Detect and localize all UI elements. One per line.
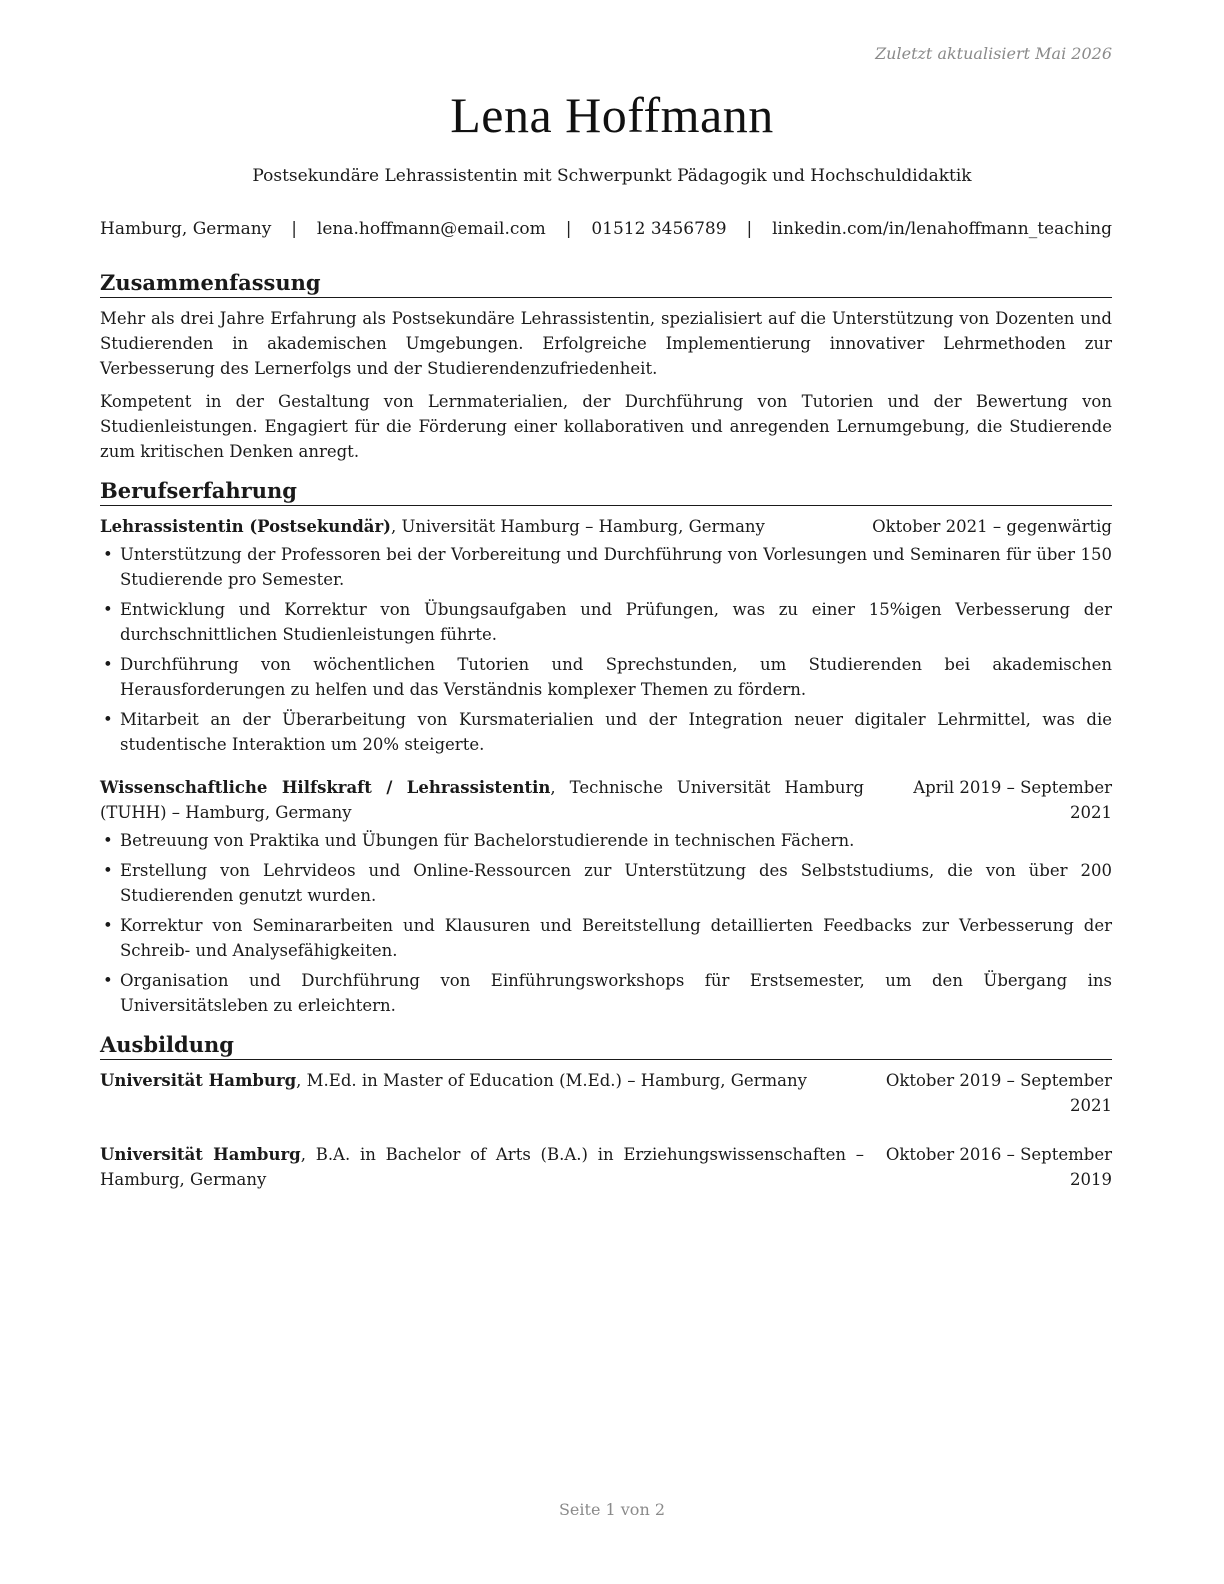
contact-separator: | — [565, 219, 572, 239]
job-header — [100, 775, 1112, 825]
list-item: • Durchführung von wöchentlichen Tutorien und Sprechstunden, um Studierenden bei akademischen Herausforderungen zu helfen und das Verständnis komplexer Themen zu fördern. — [100, 652, 1112, 702]
education-entry — [100, 1068, 1112, 1118]
job-role: Lehrassistentin (Postsekundär) — [100, 517, 391, 536]
education-title-line — [100, 1068, 872, 1118]
job-entry — [100, 775, 1112, 1018]
candidate-headline: Postsekundäre Lehrassistentin mit Schwerpunkt Pädagogik und Hochschuldidaktik — [252, 166, 972, 186]
education-school: Universität Hamburg — [100, 1145, 301, 1164]
contact-email[interactable]: lena.hoffmann@email.com — [316, 219, 546, 239]
education-degree: , B.A. in Bachelor of Arts (B.A.) in Erziehungswissenschaften – Hamburg, Germany — [100, 1145, 864, 1189]
job-dates: April 2019 – September 2021 — [913, 778, 1112, 822]
job-organization: , Technische Universität Hamburg (TUHH) – Hamburg, Germany — [100, 778, 864, 822]
list-item: • Unterstützung der Professoren bei der Vorbereitung und Durchführung von Vorlesungen und Seminaren für über 150 Studierende pro Semester. — [100, 542, 1112, 592]
job-organization: , Universität Hamburg – Hamburg, Germany — [391, 517, 765, 536]
summary-paragraph: Kompetent in der Gestaltung von Lernmaterialien, der Durchführung von Tutorien und der Bewertung von Studienleistungen. Engagiert für die Förderung einer kollaborativen und anregenden Lernumgebung, die Studierende zum kritischen Denken anregt. — [100, 392, 1112, 461]
section-heading: Berufserfahrung — [100, 478, 1112, 506]
contact-separator: | — [291, 219, 297, 239]
list-item: • Betreuung von Praktika und Übungen für Bachelorstudierende in technischen Fächern. — [100, 828, 1112, 853]
page-number: Seite 1 von 2 — [558, 1500, 666, 1519]
list-item: • Erstellung von Lehrvideos und Online-Ressourcen zur Unterstützung des Selbststudiums, die von über 200 Studierenden genutzt wurden. — [100, 858, 1112, 908]
job-bullets — [100, 828, 1112, 1018]
last-updated-note: Zuletzt aktualisiert Mai 2026 — [875, 44, 1112, 63]
education-entry — [100, 1142, 1112, 1192]
job-title-line — [100, 775, 872, 825]
resume-body — [100, 270, 1112, 1192]
list-item: • Entwicklung und Korrektur von Übungsaufgaben und Prüfungen, was zu einer 15%igen Verbesserung der durchschnittlichen Studienleistungen führte. — [100, 597, 1112, 647]
education-dates: Oktober 2019 – September 2021 — [885, 1071, 1112, 1115]
contact-location: Hamburg, Germany — [100, 219, 272, 239]
list-item: • Korrektur von Seminararbeiten und Klausuren und Bereitstellung detaillierten Feedbacks zur Verbesserung der Schreib- und Analysefähigkeiten. — [100, 913, 1112, 963]
contact-separator: | — [746, 219, 753, 239]
list-item: • Mitarbeit an der Überarbeitung von Kursmaterialien und der Integration neuer digitaler Lehrmittel, was die studentische Interaktion um 20% steigerte. — [100, 707, 1112, 757]
job-entry — [100, 514, 1112, 757]
job-role: Wissenschaftliche Hilfskraft / Lehrassistentin — [100, 778, 551, 797]
job-title-line — [100, 514, 872, 539]
section-heading: Ausbildung — [100, 1032, 1112, 1060]
education-title-line — [100, 1142, 872, 1192]
education-dates: Oktober 2016 – September 2019 — [885, 1145, 1112, 1189]
job-header — [100, 514, 1112, 539]
summary-section — [100, 270, 1112, 464]
summary-paragraph: Mehr als drei Jahre Erfahrung als Postsekundäre Lehrassistentin, spezialisiert auf die Unterstützung von Dozenten und Studierenden in akademischen Umgebungen. Erfolgreiche Implementierung innovativer Lehrmethoden zur Verbesserung des Lernerfolgs und der Studierendenzufriedenheit. — [100, 309, 1112, 378]
list-item: • Organisation und Durchführung von Einführungsworkshops für Erstsemester, um den Übergang ins Universitätsleben zu erleichtern. — [100, 968, 1112, 1018]
contact-line — [100, 219, 1112, 239]
contact-linkedin[interactable]: linkedin.com/in/lenahoffmann_teaching — [772, 219, 1112, 239]
education-degree: , M.Ed. in Master of Education (M.Ed.) – Hamburg, Germany — [296, 1071, 807, 1090]
education-section — [100, 1032, 1112, 1192]
job-bullets — [100, 542, 1112, 757]
education-school: Universität Hamburg — [100, 1071, 297, 1090]
candidate-name: Lena Hoffmann — [450, 87, 774, 143]
section-heading: Zusammenfassung — [100, 270, 1112, 298]
experience-section — [100, 478, 1112, 1018]
contact-phone[interactable]: 01512 3456789 — [591, 219, 727, 239]
job-dates: Oktober 2021 – gegenwärtig — [872, 517, 1112, 536]
